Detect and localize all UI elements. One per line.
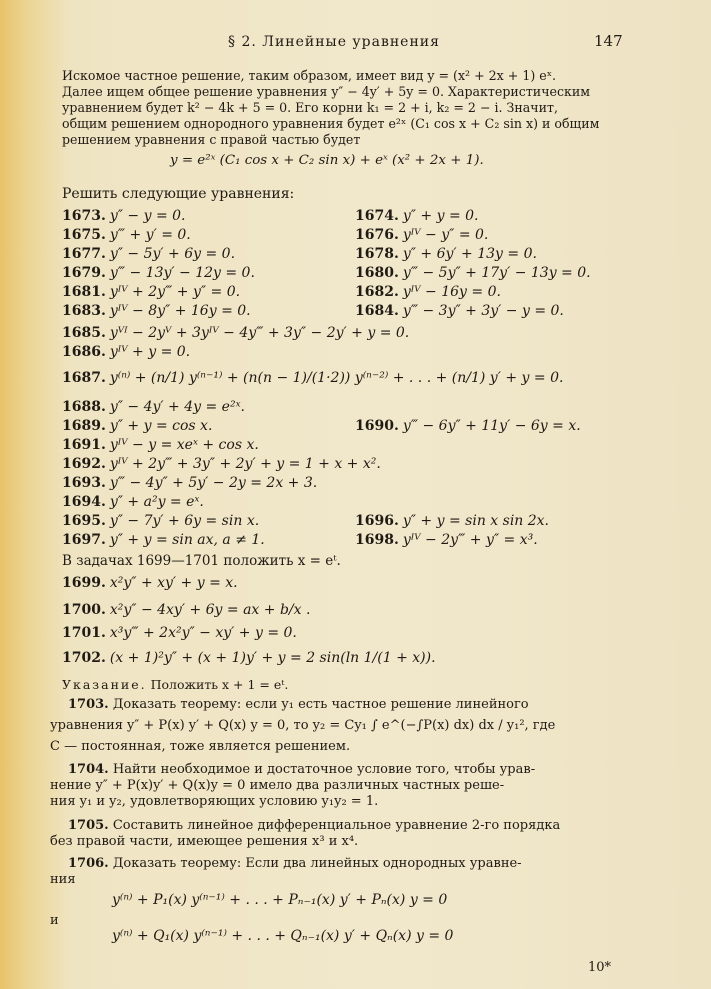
problem-equation: x²y″ + xy′ + y = x. [109, 575, 238, 591]
problem-row [62, 399, 245, 415]
problem-number: 1673. [62, 208, 106, 224]
intro-line: общим решением однородного уравнения будет e²ˣ (C₁ cos x + C₂ sin x) и общим [62, 116, 600, 131]
problem-number: 1687. [62, 370, 106, 386]
problem-number: 1678. [355, 246, 399, 262]
problem-number: 1686. [62, 344, 106, 360]
problem-number: 1704. [68, 762, 109, 777]
problem-equation: y″ − 4y′ + 4y = e²ˣ. [109, 399, 246, 415]
problem-number: 1696. [355, 513, 399, 529]
problem-row [62, 494, 204, 510]
hint-label: Указание. [62, 677, 147, 692]
problem-equation: x²y″ − 4xy′ + 6y = ax + b/x . [109, 602, 311, 618]
intro-line: уравнением будет k² − 4k + 5 = 0. Его корни k₁ = 2 + i, k₂ = 2 − i. Значит, [62, 100, 558, 115]
problem-equation: y″ + y = sin x sin 2x. [402, 513, 550, 529]
intro-line: Искомое частное решение, таким образом, имеет вид y = (x² + 2x + 1) eˣ. [62, 68, 557, 83]
problem-number: 1675. [62, 227, 106, 243]
problem-number: 1693. [62, 475, 106, 491]
conjunction: и [50, 913, 59, 928]
problem-equation: y‴ − 13y′ − 12y = 0. [109, 265, 255, 281]
signature-mark: 10* [588, 960, 612, 975]
problem-1704 [50, 762, 680, 810]
problem-row [62, 418, 212, 434]
problem-number: 1683. [62, 303, 106, 319]
problem-row [62, 602, 310, 618]
problem-row [62, 575, 238, 591]
problem-number: 1691. [62, 437, 106, 453]
problem-equation: y‴ − 6y″ + 11y′ − 6y = x. [402, 418, 581, 434]
equation-1706-b: y⁽ⁿ⁾ + Q₁(x) y⁽ⁿ⁻¹⁾ + . . . + Qₙ₋₁(x) y′ + Qₙ(x) y = 0 [112, 928, 454, 944]
problem-equation: yᴵⱽ + 2y‴ + y″ = 0. [109, 284, 241, 300]
page-header [0, 28, 711, 56]
problem-equation: yᴵⱽ − y = xeˣ + cos x. [109, 437, 259, 453]
problem-equation: yⱽᴵ − 2yⱽ + 3yᴵⱽ − 4y‴ + 3y″ − 2y′ + y = 0. [109, 325, 410, 341]
problem-number: 1674. [355, 208, 399, 224]
problem-number: 1690. [355, 418, 399, 434]
problem-number: 1688. [62, 399, 106, 415]
problem-row [355, 284, 501, 300]
problem-equation: y‴ − 5y″ + 17y′ − 13y = 0. [402, 265, 591, 281]
problem-equation: y″ − 7y′ + 6y = sin x. [109, 513, 260, 529]
problem-equation: (x + 1)²y″ + (x + 1)y′ + y = 2 sin(ln 1/(1 + x)). [109, 650, 436, 666]
problem-row [355, 246, 537, 262]
equation-1706-a: y⁽ⁿ⁾ + P₁(x) y⁽ⁿ⁻¹⁾ + . . . + Pₙ₋₁(x) y′ + Pₙ(x) y = 0 [112, 892, 448, 908]
problem-number: 1679. [62, 265, 106, 281]
problem-equation: y‴ + y′ = 0. [109, 227, 191, 243]
intro-line: Далее ищем общее решение уравнения y″ − 4y′ + 5y = 0. Характеристическим [62, 84, 591, 99]
problem-text-line: Доказать теорему: Если два линейных однородных уравне- [112, 856, 522, 871]
problem-number: 1706. [68, 856, 109, 871]
problem-1706 [50, 856, 680, 888]
problem-row [62, 513, 259, 529]
problem-row [62, 344, 190, 360]
problem-number: 1700. [62, 602, 106, 618]
problem-number: 1703. [68, 697, 109, 712]
task-heading: Решить следующие уравнения: [62, 186, 295, 202]
problem-text-line: C — постоянная, тоже является решением. [50, 739, 351, 754]
problem-number: 1676. [355, 227, 399, 243]
problem-number: 1694. [62, 494, 106, 510]
problem-number: 1695. [62, 513, 106, 529]
problem-equation: yᴵⱽ − 8y″ + 16y = 0. [109, 303, 251, 319]
problem-row [62, 227, 191, 243]
problem-text-line: Доказать теорему: если y₁ есть частное решение линейного [112, 697, 529, 712]
problem-number: 1677. [62, 246, 106, 262]
problem-row [62, 208, 186, 224]
problem-equation: y″ + y = 0. [402, 208, 479, 224]
problem-row [62, 437, 259, 453]
problem-row [62, 625, 297, 641]
problem-number: 1689. [62, 418, 106, 434]
problem-number: 1681. [62, 284, 106, 300]
problem-equation: yᴵⱽ − 2y‴ + y″ = x³. [402, 532, 538, 548]
problem-row [62, 265, 255, 281]
intro-line: решением уравнения с правой частью будет [62, 132, 361, 147]
problem-number: 1684. [355, 303, 399, 319]
intro-paragraph [62, 68, 662, 148]
problem-text-line: Составить линейное дифференциальное уравнение 2-го порядка [112, 818, 561, 833]
problem-row [355, 227, 488, 243]
problem-text-line: без правой части, имеющее решения x³ и x⁴. [50, 834, 359, 849]
page-number: 147 [594, 32, 623, 50]
problem-equation: x³y‴ + 2x²y″ − xy′ + y = 0. [109, 625, 297, 641]
problem-row [355, 513, 549, 529]
problem-equation: y″ + y = cos x. [109, 418, 213, 434]
problem-equation: y‴ − 4y″ + 5y′ − 2y = 2x + 3. [109, 475, 318, 491]
problem-equation: yᴵⱽ + 2y‴ + 3y″ + 2y′ + y = 1 + x + x². [109, 456, 381, 472]
problem-equation: yᴵⱽ + y = 0. [109, 344, 191, 360]
problem-number: 1699. [62, 575, 106, 591]
problem-1705 [50, 818, 680, 850]
problem-row [62, 246, 235, 262]
problem-1703 [50, 697, 680, 755]
problem-number: 1682. [355, 284, 399, 300]
section-title: § 2. Линейные уравнения [228, 34, 440, 50]
substitution-note: В задачах 1699—1701 положить x = eᵗ. [62, 553, 341, 569]
problem-equation: y″ + a²y = eˣ. [109, 494, 204, 510]
problem-equation: yᴵⱽ − 16y = 0. [402, 284, 501, 300]
problem-number: 1697. [62, 532, 106, 548]
problem-equation: y⁽ⁿ⁾ + (n/1) y⁽ⁿ⁻¹⁾ + (n(n − 1)/(1·2)) y⁽ⁿ⁻²⁾ + . . . + (n/1) y′ + y = 0. [109, 370, 564, 386]
problem-number: 1692. [62, 456, 106, 472]
problem-equation: y″ − y = 0. [109, 208, 186, 224]
problem-row [355, 532, 538, 548]
problem-equation: y‴ − 3y″ + 3y′ − y = 0. [402, 303, 564, 319]
problem-row [355, 303, 564, 319]
problem-row [62, 370, 563, 386]
problem-equation: y″ + y = sin ax, a ≠ 1. [109, 532, 265, 548]
problem-row [355, 208, 479, 224]
problem-equation: yᴵⱽ − y″ = 0. [402, 227, 489, 243]
hint-note [62, 677, 288, 692]
problem-row [355, 418, 581, 434]
problem-text-line: Найти необходимое и достаточное условие того, чтобы урав- [112, 762, 536, 777]
problem-number: 1698. [355, 532, 399, 548]
problem-number: 1701. [62, 625, 106, 641]
hint-text: Положить x + 1 = eᵗ. [150, 677, 289, 692]
problem-row [355, 265, 591, 281]
problem-text-line: уравнения y″ + P(x) y′ + Q(x) y = 0, то y₂ = Cy₁ ∫ e^(−∫P(x) dx) dx / y₁², где [50, 718, 556, 733]
problem-number: 1702. [62, 650, 106, 666]
problem-row [62, 475, 317, 491]
intro-result-formula: y = e²ˣ (C₁ cos x + C₂ sin x) + eˣ (x² + 2x + 1). [170, 153, 484, 168]
problem-text-line: нение y″ + P(x)y′ + Q(x)y = 0 имело два различных частных реше- [50, 778, 505, 793]
problem-text-line: ния y₁ и y₂, удовлетворяющих условию y₁y₂ = 1. [50, 794, 379, 809]
problem-row [62, 325, 409, 341]
problem-number: 1685. [62, 325, 106, 341]
problem-row [62, 284, 240, 300]
problem-text-line: ния [50, 872, 76, 887]
problem-row [62, 456, 381, 472]
problem-row [62, 650, 436, 666]
problem-number: 1705. [68, 818, 109, 833]
problem-row [62, 303, 251, 319]
problem-number: 1680. [355, 265, 399, 281]
problem-equation: y″ − 5y′ + 6y = 0. [109, 246, 236, 262]
problem-row [62, 532, 265, 548]
problem-equation: y″ + 6y′ + 13y = 0. [402, 246, 537, 262]
